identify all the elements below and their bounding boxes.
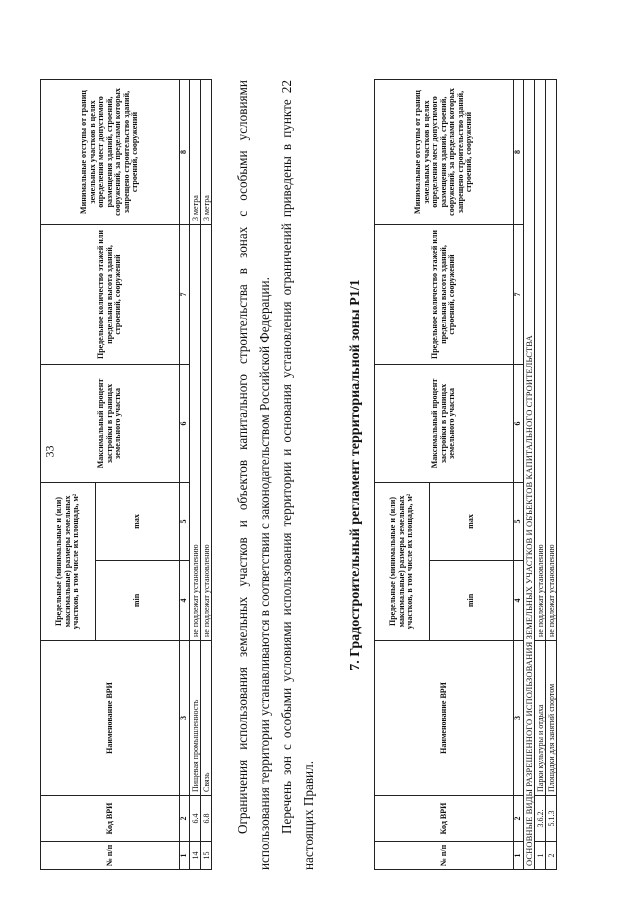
header-min: min bbox=[96, 561, 180, 641]
section-row bbox=[524, 80, 535, 870]
row-minmax: не подлежат установлению bbox=[546, 80, 557, 641]
row-minmax: не подлежат установлению bbox=[190, 225, 201, 641]
col-number: 7 bbox=[514, 225, 524, 365]
header-size-group: Предельные (минимальные и (или) максимальные) размеры земельных участков, в том числе их площадь, м² bbox=[375, 483, 430, 641]
col-number: 2 bbox=[514, 796, 524, 842]
table-continuation bbox=[40, 79, 212, 870]
col-number: 1 bbox=[180, 842, 190, 870]
col-number: 5 bbox=[180, 483, 190, 561]
col-number: 4 bbox=[514, 561, 524, 641]
col-number: 2 bbox=[180, 796, 190, 842]
col-number: 5 bbox=[514, 483, 524, 561]
col-number: 8 bbox=[180, 80, 190, 225]
row-code: 3.6.2. bbox=[535, 796, 546, 842]
rotated-page-content bbox=[40, 80, 600, 870]
row-name: Пищевая промышленность bbox=[190, 641, 201, 796]
header-code: Код ВРИ bbox=[375, 796, 514, 842]
header-setbacks: Минимальные отступы от границ земельных участков в целях определения мест допустимого размещения зданий, строений, сооружений, за пределами которых запрещено строительство зданий, строений, сооружений bbox=[41, 80, 180, 225]
col-number: 6 bbox=[514, 365, 524, 483]
header-size-group: Предельные (минимальные и (или) максимальные) размеры земельных участков, в том числе их площадь, м² bbox=[41, 483, 96, 641]
table-row bbox=[535, 80, 546, 870]
row-name: Площадки для занятий спортом bbox=[546, 641, 557, 796]
col-number: 3 bbox=[180, 641, 190, 796]
col-number: 7 bbox=[180, 225, 190, 365]
header-floors: Предельное количество этажей или предельная высота зданий, строений, сооружений bbox=[375, 225, 514, 365]
row-minmax: не подлежат установлению bbox=[535, 80, 546, 641]
header-setbacks: Минимальные отступы от границ земельных участков в целях определения мест допустимого размещения зданий, строений, сооружений, за пределами которых запрещено строительство зданий, строений, сооружений bbox=[375, 80, 514, 225]
row-number: 2 bbox=[546, 842, 557, 870]
row-number: 1 bbox=[535, 842, 546, 870]
header-floors: Предельное количество этажей или предельная высота зданий, строений, сооружений bbox=[41, 225, 180, 365]
header-name: Наименование ВРИ bbox=[375, 641, 514, 796]
section-heading: 7. Градостроительный регламент территориальной зоны Р1/1 bbox=[348, 279, 363, 671]
row-code: 6.4 bbox=[190, 796, 201, 842]
header-code: Код ВРИ bbox=[41, 796, 180, 842]
header-number: № п/п bbox=[375, 842, 514, 870]
table-row bbox=[201, 80, 212, 870]
col-number: 6 bbox=[180, 365, 190, 483]
col-number: 1 bbox=[514, 842, 524, 870]
section-title: ОСНОВНЫЕ ВИДЫ РАЗРЕШЕННОГО ИСПОЛЬЗОВАНИЯ ЗЕМЕЛЬНЫХ УЧАСТКОВ И ОБЪЕКТОВ КАПИТАЛЬНОГО СТРОИТЕЛЬСТВА bbox=[524, 80, 535, 870]
table-row bbox=[546, 80, 557, 870]
paragraph-zones-list: Перечень зон с особыми условиями использования территории и основания установления ограничений приведены в пункте 22 настоящих Правил. bbox=[279, 80, 316, 870]
col-number: 4 bbox=[180, 561, 190, 641]
header-build-percent: Максимальный процент застройки в границах земельного участка bbox=[375, 365, 514, 483]
row-name: Связь bbox=[201, 641, 212, 796]
row-minmax: не подлежат установлению bbox=[201, 225, 212, 641]
header-min: min bbox=[430, 561, 514, 641]
paragraph-restrictions: Ограничения использования земельных участков и объектов капитального строительства в зонах с особыми условиями использования территории устанавливаются в соответствии с законодательством Российской Федерации. bbox=[235, 80, 272, 870]
row-number: 14 bbox=[190, 842, 201, 870]
table-zone-r1 bbox=[374, 79, 557, 870]
header-max: max bbox=[430, 483, 514, 561]
table-row bbox=[190, 80, 201, 870]
header-name: Наименование ВРИ bbox=[41, 641, 180, 796]
header-max: max bbox=[96, 483, 180, 561]
body-text bbox=[232, 80, 320, 870]
header-build-percent: Максимальный процент застройки в границах земельного участка bbox=[41, 365, 180, 483]
row-col8: 3 метра bbox=[201, 80, 212, 225]
row-code: 6.8 bbox=[201, 796, 212, 842]
row-code: 5.1.3 bbox=[546, 796, 557, 842]
col-number: 3 bbox=[514, 641, 524, 796]
row-name: Парки культуры и отдыха bbox=[535, 641, 546, 796]
row-number: 15 bbox=[201, 842, 212, 870]
header-number: № п/п bbox=[41, 842, 180, 870]
col-number: 8 bbox=[514, 80, 524, 225]
page-number: 33 bbox=[42, 445, 57, 458]
row-col8: 3 метра bbox=[190, 80, 201, 225]
